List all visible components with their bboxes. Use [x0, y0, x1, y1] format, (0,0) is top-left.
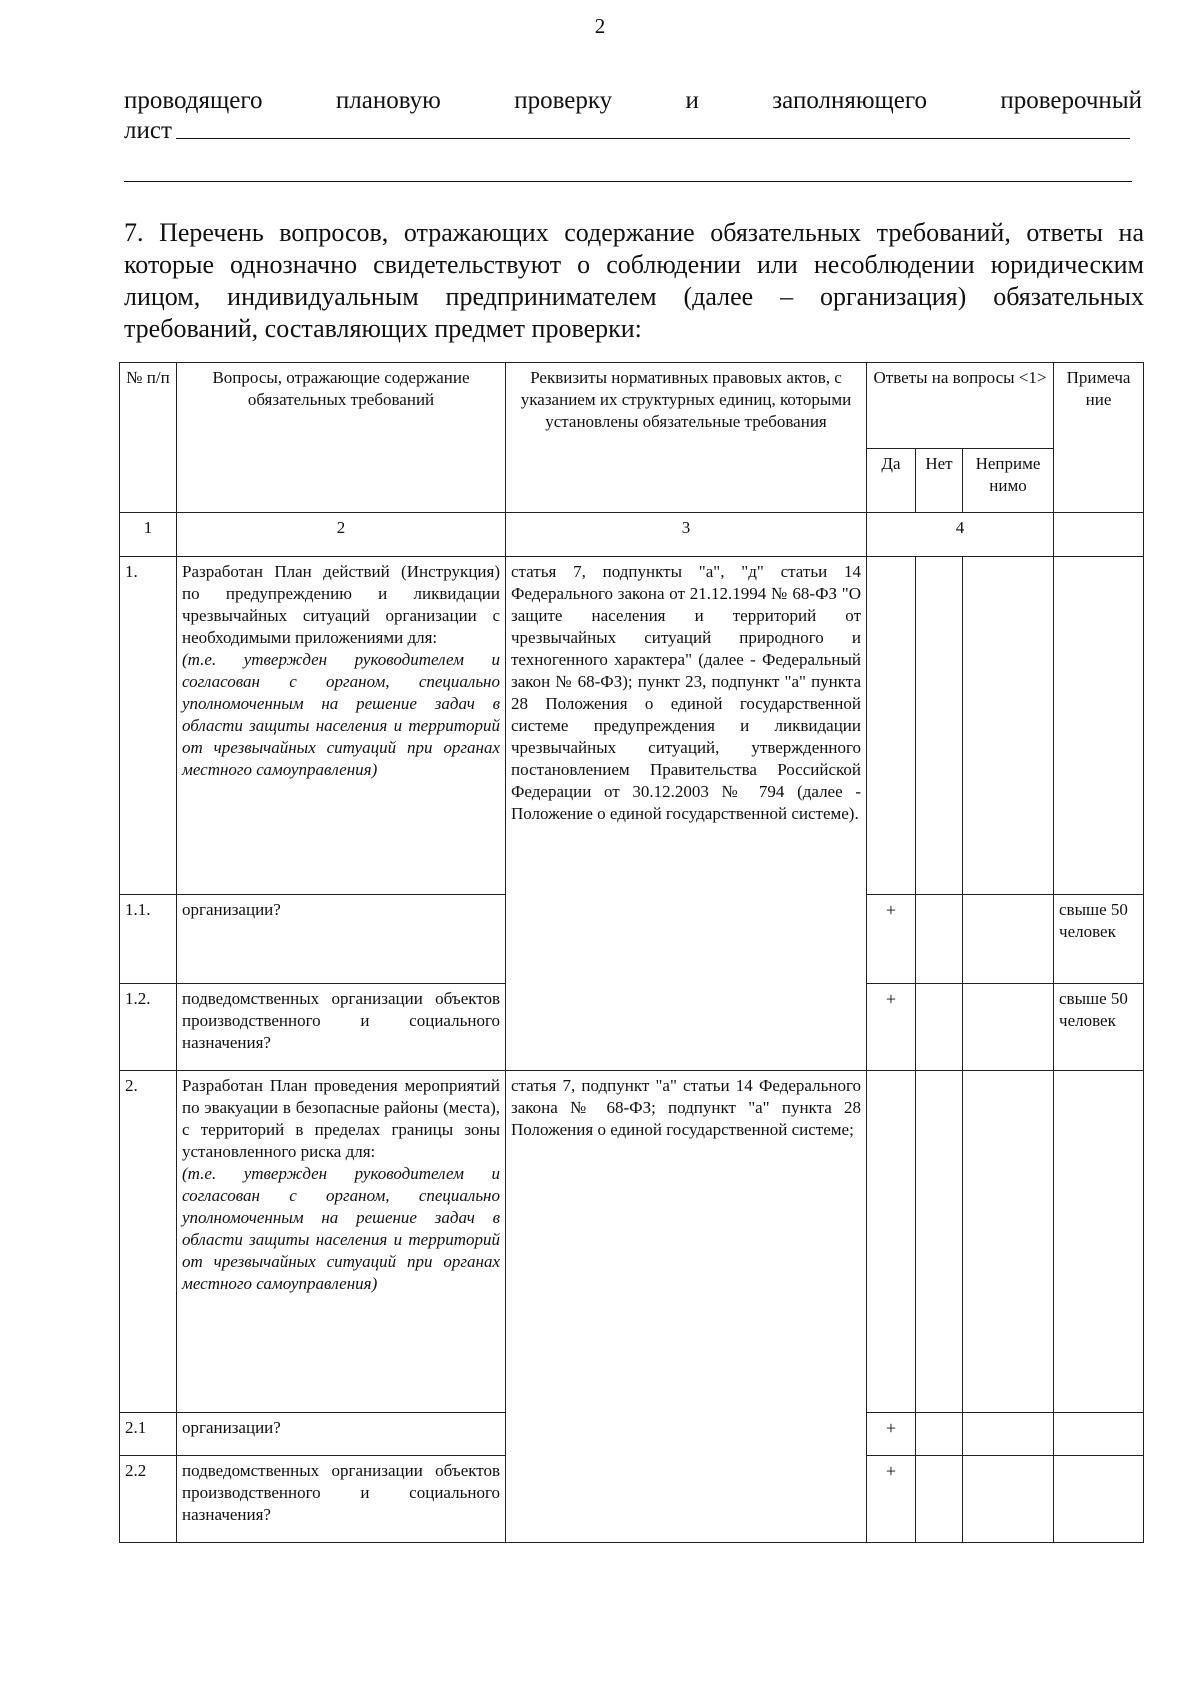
- header-yes: Да: [867, 449, 916, 513]
- row-number: 1.: [120, 557, 177, 895]
- column-number: 2: [177, 513, 506, 557]
- answer-no: [916, 984, 963, 1071]
- question-text: организации?: [177, 1413, 506, 1456]
- answer-no: [916, 557, 963, 895]
- question-cell: [177, 557, 506, 895]
- answer-yes: +: [867, 1413, 916, 1456]
- question-text: подведомственных организации объектов производственного и социального назначения?: [177, 984, 506, 1071]
- requisites-cell: статья 7, подпункты "а", "д" статьи 14 Федерального закона от 21.12.1994 № 68-ФЗ "О защите населения и территорий от чрезвычайных ситуаций природного и техногенного характера" (далее - Федеральный закон № 68-ФЗ); пункт 23, подпункт "а" пункта 28 Положения о единой государственной системе предупреждения и ликвидации чрезвычайных ситуаций, утвержденного постановлением Правительства Российской Федерации от 30.12.2003 № 794 (далее - Положение о единой государственной системе).: [506, 557, 867, 1071]
- note-cell: [1054, 1413, 1144, 1456]
- answer-yes: [867, 1071, 916, 1413]
- answer-yes: [867, 557, 916, 895]
- answer-no: [916, 895, 963, 984]
- intro-word: заполняющего: [772, 87, 927, 114]
- row-number: 1.2.: [120, 984, 177, 1071]
- intro-word: проверку: [514, 87, 613, 114]
- requisites-cell: статья 7, подпункт "а" статьи 14 Федерального закона № 68-ФЗ; подпункт "а" пункта 28 Положения о единой государственной системе;: [506, 1071, 867, 1543]
- fill-in-underline: [176, 138, 1130, 139]
- header-note: Примеча ние: [1054, 363, 1144, 513]
- note-cell: [1054, 1456, 1144, 1543]
- note-cell: свыше 50 человек: [1054, 984, 1144, 1071]
- intro-word: и: [685, 87, 699, 114]
- table-row: [120, 1071, 1144, 1413]
- answer-yes: +: [867, 984, 916, 1071]
- answer-na: [963, 1071, 1054, 1413]
- answer-na: [963, 984, 1054, 1071]
- empty-cell: [1054, 513, 1144, 557]
- row-number: 2.: [120, 1071, 177, 1413]
- question-text: подведомственных организации объектов производственного и социального назначения?: [177, 1456, 506, 1543]
- intro-word: плановую: [335, 87, 441, 114]
- column-number: 4: [867, 513, 1054, 557]
- answer-na: [963, 1413, 1054, 1456]
- answer-yes: +: [867, 1456, 916, 1543]
- column-number: 1: [120, 513, 177, 557]
- question-text: организации?: [177, 895, 506, 984]
- header-no: Нет: [916, 449, 963, 513]
- row-number: 2.1: [120, 1413, 177, 1456]
- answer-yes: +: [867, 895, 916, 984]
- question-text: Разработан План проведения мероприятий по эвакуации в безопасные районы (места), с территорий в пределах границы зоны установленного риска для:: [182, 1076, 500, 1161]
- header-answers: Ответы на вопросы <1>: [867, 363, 1054, 449]
- header-na: Неприме нимо: [963, 449, 1054, 513]
- intro-word: проводящего: [124, 87, 263, 114]
- checklist-table: [119, 362, 1144, 1543]
- header-questions: Вопросы, отражающие содержание обязательных требований: [177, 363, 506, 513]
- section-heading: 7. Перечень вопросов, отражающих содержание обязательных требований, ответы на которые однозначно свидетельствуют о соблюдении или несоблюдении юридическим лицом, индивидуальным предпринимателем (далее – организация) обязательных требований, составляющих предмет проверки:: [124, 218, 1144, 343]
- table-header-row: [120, 363, 1144, 449]
- note-cell: [1054, 1071, 1144, 1413]
- column-number: 3: [506, 513, 867, 557]
- page-number: 2: [594, 14, 606, 38]
- intro-text: [124, 86, 1142, 146]
- column-number-row: [120, 513, 1144, 557]
- header-requisites: Реквизиты нормативных правовых актов, с указанием их структурных единиц, которыми установлены обязательные требования: [506, 363, 867, 513]
- row-number: 1.1.: [120, 895, 177, 984]
- row-number: 2.2: [120, 1456, 177, 1543]
- answer-na: [963, 1456, 1054, 1543]
- note-cell: свыше 50 человек: [1054, 895, 1144, 984]
- fill-in-underline: [124, 181, 1132, 182]
- header-num: № п/п: [120, 363, 177, 513]
- intro-second-line: [124, 116, 1142, 146]
- question-note: (т.е. утвержден руководителем и согласован с органом, специально уполномоченным на решение задач в области защиты населения и территорий от чрезвычайных ситуаций при органах местного самоуправления): [182, 650, 500, 779]
- question-cell: [177, 1071, 506, 1413]
- answer-na: [963, 557, 1054, 895]
- answer-na: [963, 895, 1054, 984]
- note-cell: [1054, 557, 1144, 895]
- question-note: (т.е. утвержден руководителем и согласован с органом, специально уполномоченным на решение задач в области защиты населения и территорий от чрезвычайных ситуаций при органах местного самоуправления): [182, 1164, 500, 1293]
- table-row: [120, 557, 1144, 895]
- intro-word: проверочный: [1000, 87, 1142, 114]
- answer-no: [916, 1071, 963, 1413]
- answer-no: [916, 1413, 963, 1456]
- intro-word: лист: [124, 117, 172, 144]
- answer-no: [916, 1456, 963, 1543]
- question-text: Разработан План действий (Инструкция) по предупреждению и ликвидации чрезвычайных ситуаций организации с необходимыми приложениями для:: [182, 562, 500, 647]
- intro-first-line: [124, 86, 1142, 116]
